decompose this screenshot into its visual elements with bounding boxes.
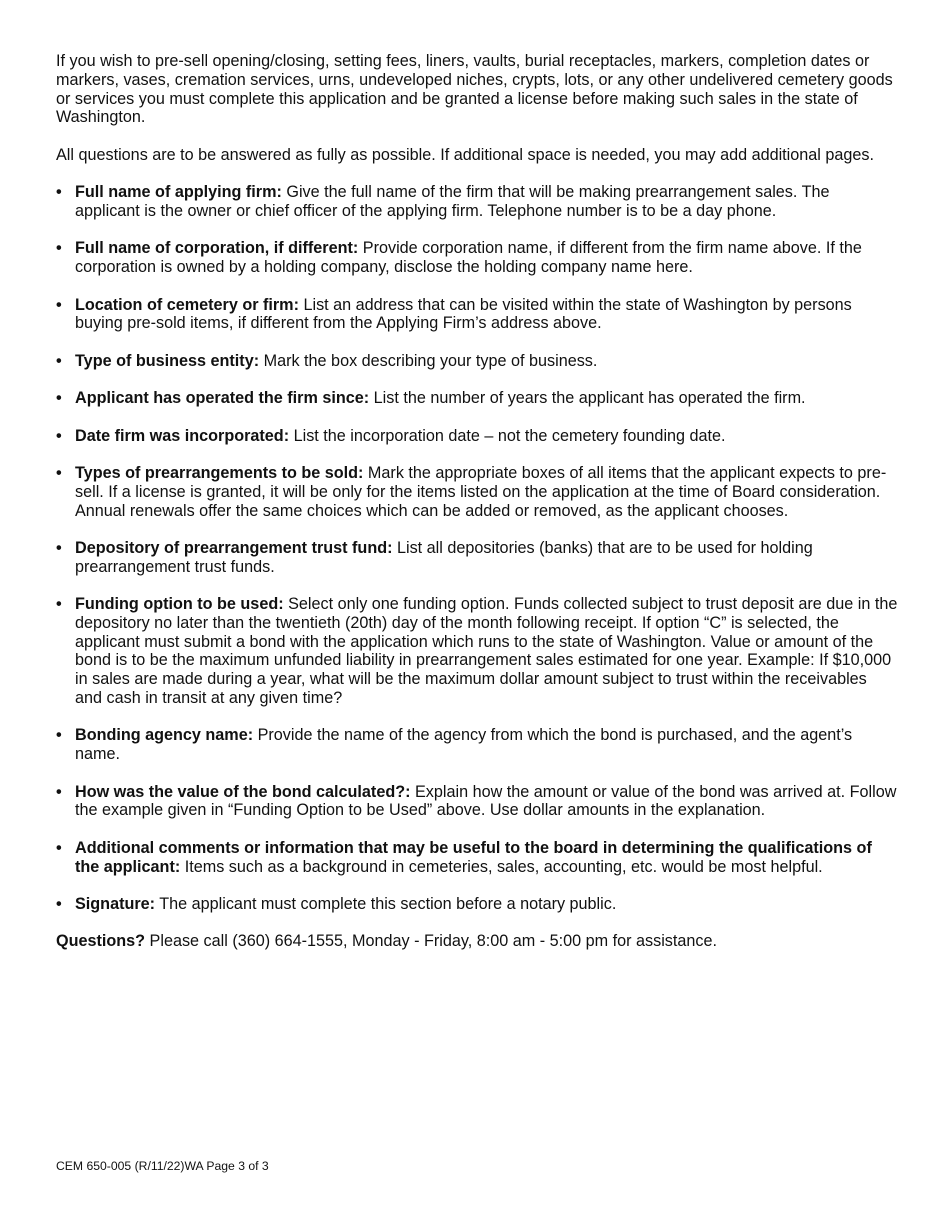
bullet-icon: • [56, 595, 62, 614]
bullet-icon: • [56, 389, 62, 408]
item-description: List all depositories (banks) that are to be used for holding prearrangement trust funds. [75, 538, 813, 576]
bullet-icon: • [56, 239, 62, 258]
list-item-trust-depository [56, 539, 898, 577]
item-term: Funding option to be used: [75, 595, 284, 614]
intro-paragraph: If you wish to pre-sell opening/closing, setting fees, liners, vaults, burial receptacles, markers, completion dates or markers, vases, cremation services, urns, undeveloped niches, crypts, lots, or any other undelivered cemetery goods or services you must complete this application and be granted a license before making such sales in the state of Washington. [56, 52, 893, 127]
bullet-icon: • [56, 782, 62, 801]
item-description: Mark the box describing your type of business. [259, 351, 598, 370]
bullet-icon: • [56, 295, 62, 314]
item-term: How was the value of the bond calculated?: [75, 782, 411, 801]
answer-guidance-paragraph: All questions are to be answered as fully as possible. If additional space is needed, you may add additional pages. [56, 145, 874, 164]
item-term: Full name of corporation, if different: [75, 239, 359, 258]
questions-label: Questions? [56, 932, 146, 951]
bullet-icon: • [56, 726, 62, 745]
questions-text: Please call (360) 664-1555, Monday - Friday, 8:00 am - 5:00 pm for assistance. [145, 932, 717, 951]
item-description: Provide corporation name, if different from the firm name above. If the corporation is owned by a holding company, disclose the holding company name here. [75, 239, 862, 277]
item-term: Bonding agency name: [75, 726, 254, 745]
bullet-icon: • [56, 538, 62, 557]
item-term: Date firm was incorporated: [75, 426, 290, 445]
item-description: Items such as a background in cemeteries, sales, accounting, etc. would be most helpful. [180, 857, 823, 876]
list-item-bond-calculation [56, 783, 898, 821]
list-item-prearrangement-types [56, 464, 898, 520]
item-description: Provide the name of the agency from which the bond is purchased, and the agent’s name. [75, 726, 853, 764]
item-description: Give the full name of the firm that will be making prearrangement sales. The applicant is the owner or chief officer of the applying firm. Telephone number is to be a day phone. [75, 183, 830, 220]
list-item-location [56, 296, 898, 334]
item-description: Select only one funding option. Funds collected subject to trust deposit are due in the depository no later than the twentieth (20th) day of the month following receipt. If option “C” is selected, the applicant must submit a bond with the application which runs to the state of Washington. Value or amount of the bond is to be the maximum unfunded liability in prearrangement sales estimated for one year. Example: If $10,000 in sales are made during a year, what will be the maximum dollar amount subject to trust within the receivables and cash in transit at any given time? [75, 595, 898, 708]
item-description: List the incorporation date – not the cemetery founding date. [289, 426, 726, 445]
list-item-funding-option [56, 595, 898, 708]
item-term: Full name of applying firm: [75, 183, 282, 202]
bullet-icon: • [56, 838, 62, 857]
item-description: The applicant must complete this section before a notary public. [155, 895, 617, 914]
item-term: Depository of prearrangement trust fund: [75, 538, 393, 557]
instruction-list [56, 183, 898, 914]
list-item-business-entity [56, 352, 898, 371]
bullet-icon: • [56, 426, 62, 445]
item-description: Explain how the amount or value of the bond was arrived at. Follow the example given in “Funding Option to be Used” above. Use dollar amounts in the explanation. [75, 782, 897, 820]
list-item-signature [56, 895, 898, 914]
list-item-applying-firm [56, 183, 898, 221]
instructions-page [56, 52, 898, 951]
item-term: Location of cemetery or firm: [75, 295, 299, 314]
bullet-icon: • [56, 351, 62, 370]
item-term: Signature: [75, 895, 156, 914]
item-term: Applicant has operated the firm since: [75, 389, 370, 408]
item-term: Types of prearrangements to be sold: [75, 463, 364, 482]
item-description: List an address that can be visited within the state of Washington by persons buying pre-sold items, if different from the Applying Firm’s address above. [75, 295, 852, 333]
list-item-bonding-agency [56, 726, 898, 764]
bullet-icon: • [56, 183, 62, 202]
questions-contact [56, 932, 898, 951]
form-footer: CEM 650-005 (R/11/22)WA Page 3 of 3 [56, 1159, 269, 1173]
list-item-operated-since [56, 389, 898, 408]
list-item-incorporation-date [56, 427, 898, 446]
item-term: Additional comments or information that may be useful to the board in determining the qualifications of the applicant: [75, 838, 872, 876]
list-item-corporation-name [56, 239, 898, 277]
item-term: Type of business entity: [75, 351, 260, 370]
item-description: Mark the appropriate boxes of all items that the applicant expects to pre-sell. If a license is granted, it will be only for the items listed on the application at the time of Board consideration. Annual renewals offer the same choices which can be added or removed, as the applicant chooses. [75, 463, 887, 520]
item-description: List the number of years the applicant has operated the firm. [369, 389, 806, 408]
list-item-additional-comments [56, 839, 898, 877]
bullet-icon: • [56, 463, 62, 482]
bullet-icon: • [56, 895, 62, 914]
